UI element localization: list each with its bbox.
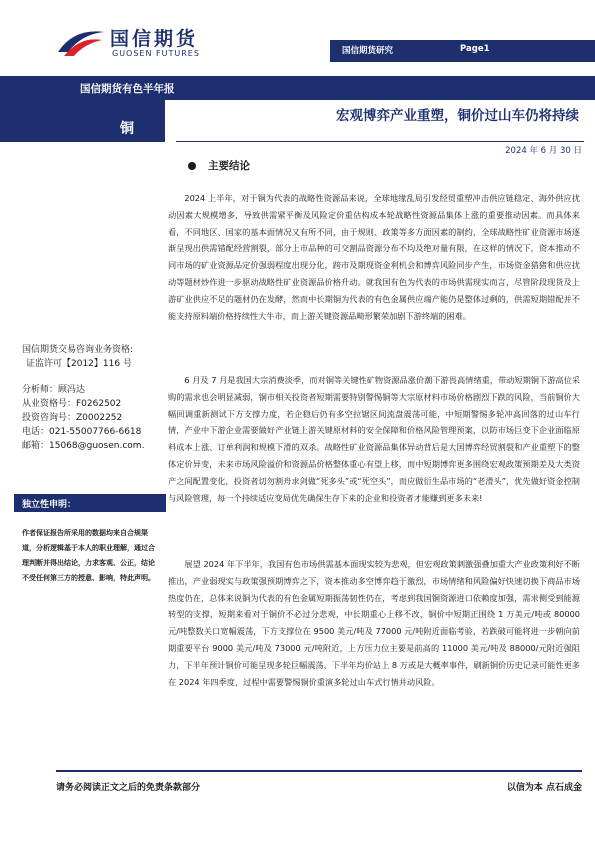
- footer-divider: [56, 770, 582, 772]
- email-link[interactable]: 邮箱：15068@guosen.com.: [22, 441, 145, 451]
- phone-number: 电话：021-55007766-6618: [22, 427, 142, 437]
- report-series-label: 国信期货研究: [342, 46, 394, 56]
- disclaimer-note: 请务必阅读正文之后的免责条款部分: [56, 783, 201, 793]
- paragraph: 2024 上半年，对于铜为代表的战略性资源品来说，全球地缘乱局引发经贸重塑冲击供应链稳定、海外供应扰动因素大规模增多，导致供需紧平衡及风险定价重估构成本轮战略性资源品集体上涨的重要推动因素。而具体来看，不同地区、国家的基本面情况又有所不同，由于规则、政策等多方面因素的制约，全球战略性矿业资源市场逐渐呈现出供需错配经营割裂，部分上市品种的可交割品资源分布不均及绝对量有限，在这样的情况下，资本推动不同市场的矿业资源品定价强弱程度出现分化，跨市及期现资金利机会和博弈风险同步产生，市场资金猎猪和供应扰动等题材炒作进一步驱动战略性矿业资源品价格升动。就我国有色为代表的市场供需现实而言，尽管阶段现货及上游矿业供应不足的题材仍在发酵，然而中长期铜为代表的有色金属供应端产能仍是整体过剩的，供需短期错配并不能支持原料端价格持续性大牛市，而上游关键资源品畸形繁荣加剧下游终端的困难。: [168, 193, 580, 321]
- paragraph: 6 月及 7 月是我国大宗消费淡季，而对铜等关键性矿物资源品涨价潮下游畏高情绪重，带动短期铜下游高位采购的需求也会明显减弱，铜市相关投资者短期需要特别警惕铜等大宗原材料市场价格剧烈下跌的风险，当前铜价大幅回调重新测试下方支撑力度，若企稳后仍有多空拉锯区间流盘震荡可能，中短期警惕多轮冲高回落的过山车行情，产业中下游企业需要做好产业链上游关键原材料的安全保障和价格风险管理预案，以防市场巨变下企业面临原料成本上涨、订单利润和规模下滑的双杀。战略性矿业资源品集体异动背后是大国博弈经贸割裂和产业重塑下的整体定价异变，未来市场风险溢价和资源品价格整体重心有望上移，而中短期博弈更多围绕宏观政策预期差及大类资产之间配置变化，投资者切勿割舟求剑做“死多头”或“死空头”，而应做衍生品市场的“老滑头”，优先做好资金控制与风险管理，每一个持续适应变局优先确保生存下来的企业和投资者才能赚到更多未来!: [168, 375, 580, 503]
- report-title: 宏观博弈产业重塑，铜价过山车仍将持续: [336, 108, 579, 124]
- section-title: 主要结论: [208, 160, 250, 172]
- report-type: 国信期货有色半年报: [80, 83, 175, 95]
- statement-text: 作者保证报告所采用的数据均来自合规渠道，分析逻辑基于本人的职业理解，通过合理判断并得出结论，力求客观、公正，结论不受任何第三方的授意、影响，特此声明。: [22, 529, 155, 582]
- page-label: Page1: [460, 44, 490, 54]
- analyst-name: 分析师：顾冯达: [22, 385, 86, 395]
- consulting-number: 投资咨询号：Z0002252: [22, 413, 123, 423]
- report-date: 2024 年 6 月 30 日: [505, 146, 582, 156]
- guosen-logo-icon: [54, 22, 106, 60]
- title-divider: [176, 141, 584, 142]
- commodity-block: [0, 100, 165, 142]
- brand-name-en: GUOSEN FUTURES: [112, 49, 200, 58]
- license-label: 国信期货交易咨询业务资格:: [22, 345, 134, 355]
- paragraph: 展望 2024 年下半年，我国有色市场供需基本面现实较为悲观，但宏观政策刺激强叠加重大产业政策利好不断推出，产业弱现实与政策强预期博弈之下，资本推动多空博弈趋于激烈，市场情绪和风险偏好快速切换下商品市场热度仍在，总体来说铜为代表的有色金属短期振荡韧性仍在，考虑到我国铜资源进口依赖度加强，需求侧受到能源转型的支撑，短期来看对于铜价不必过分悲观，中长期重心上移不改，铜价中短期正围绕 1 万美元/吨或 80000 元/吨整数关口宽幅震荡，下方支撑位在 9500 美元/吨及 77000 元/吨附近面临考验，若跌破可能将进一步朝向前期重要平台 9000 美元/吨及 73000 元/吨附近，上方压力位主要是前高的 11000 美元/吨及 88000/元附近强阻力，下半年预计铜价可能呈现多轮巨幅震荡，下半年均价站上 8 万或是大概率事件，刷新铜价历史记录可能性更多在 2024 年四季度，过程中需要警惕铜价重演多轮过山车式行情并动风险。: [168, 559, 580, 687]
- statement-title: 独立性申明：: [22, 500, 77, 510]
- bullet-icon: [188, 162, 196, 170]
- slogan: 以信为本 点石成金: [506, 783, 582, 793]
- license-value: 证监许可【2012】116 号: [26, 359, 132, 369]
- brand-name-cn: 国信期货: [110, 28, 199, 50]
- qualification-number: 从业资格号：F0262502: [22, 399, 122, 409]
- commodity-label: 铜: [120, 121, 134, 137]
